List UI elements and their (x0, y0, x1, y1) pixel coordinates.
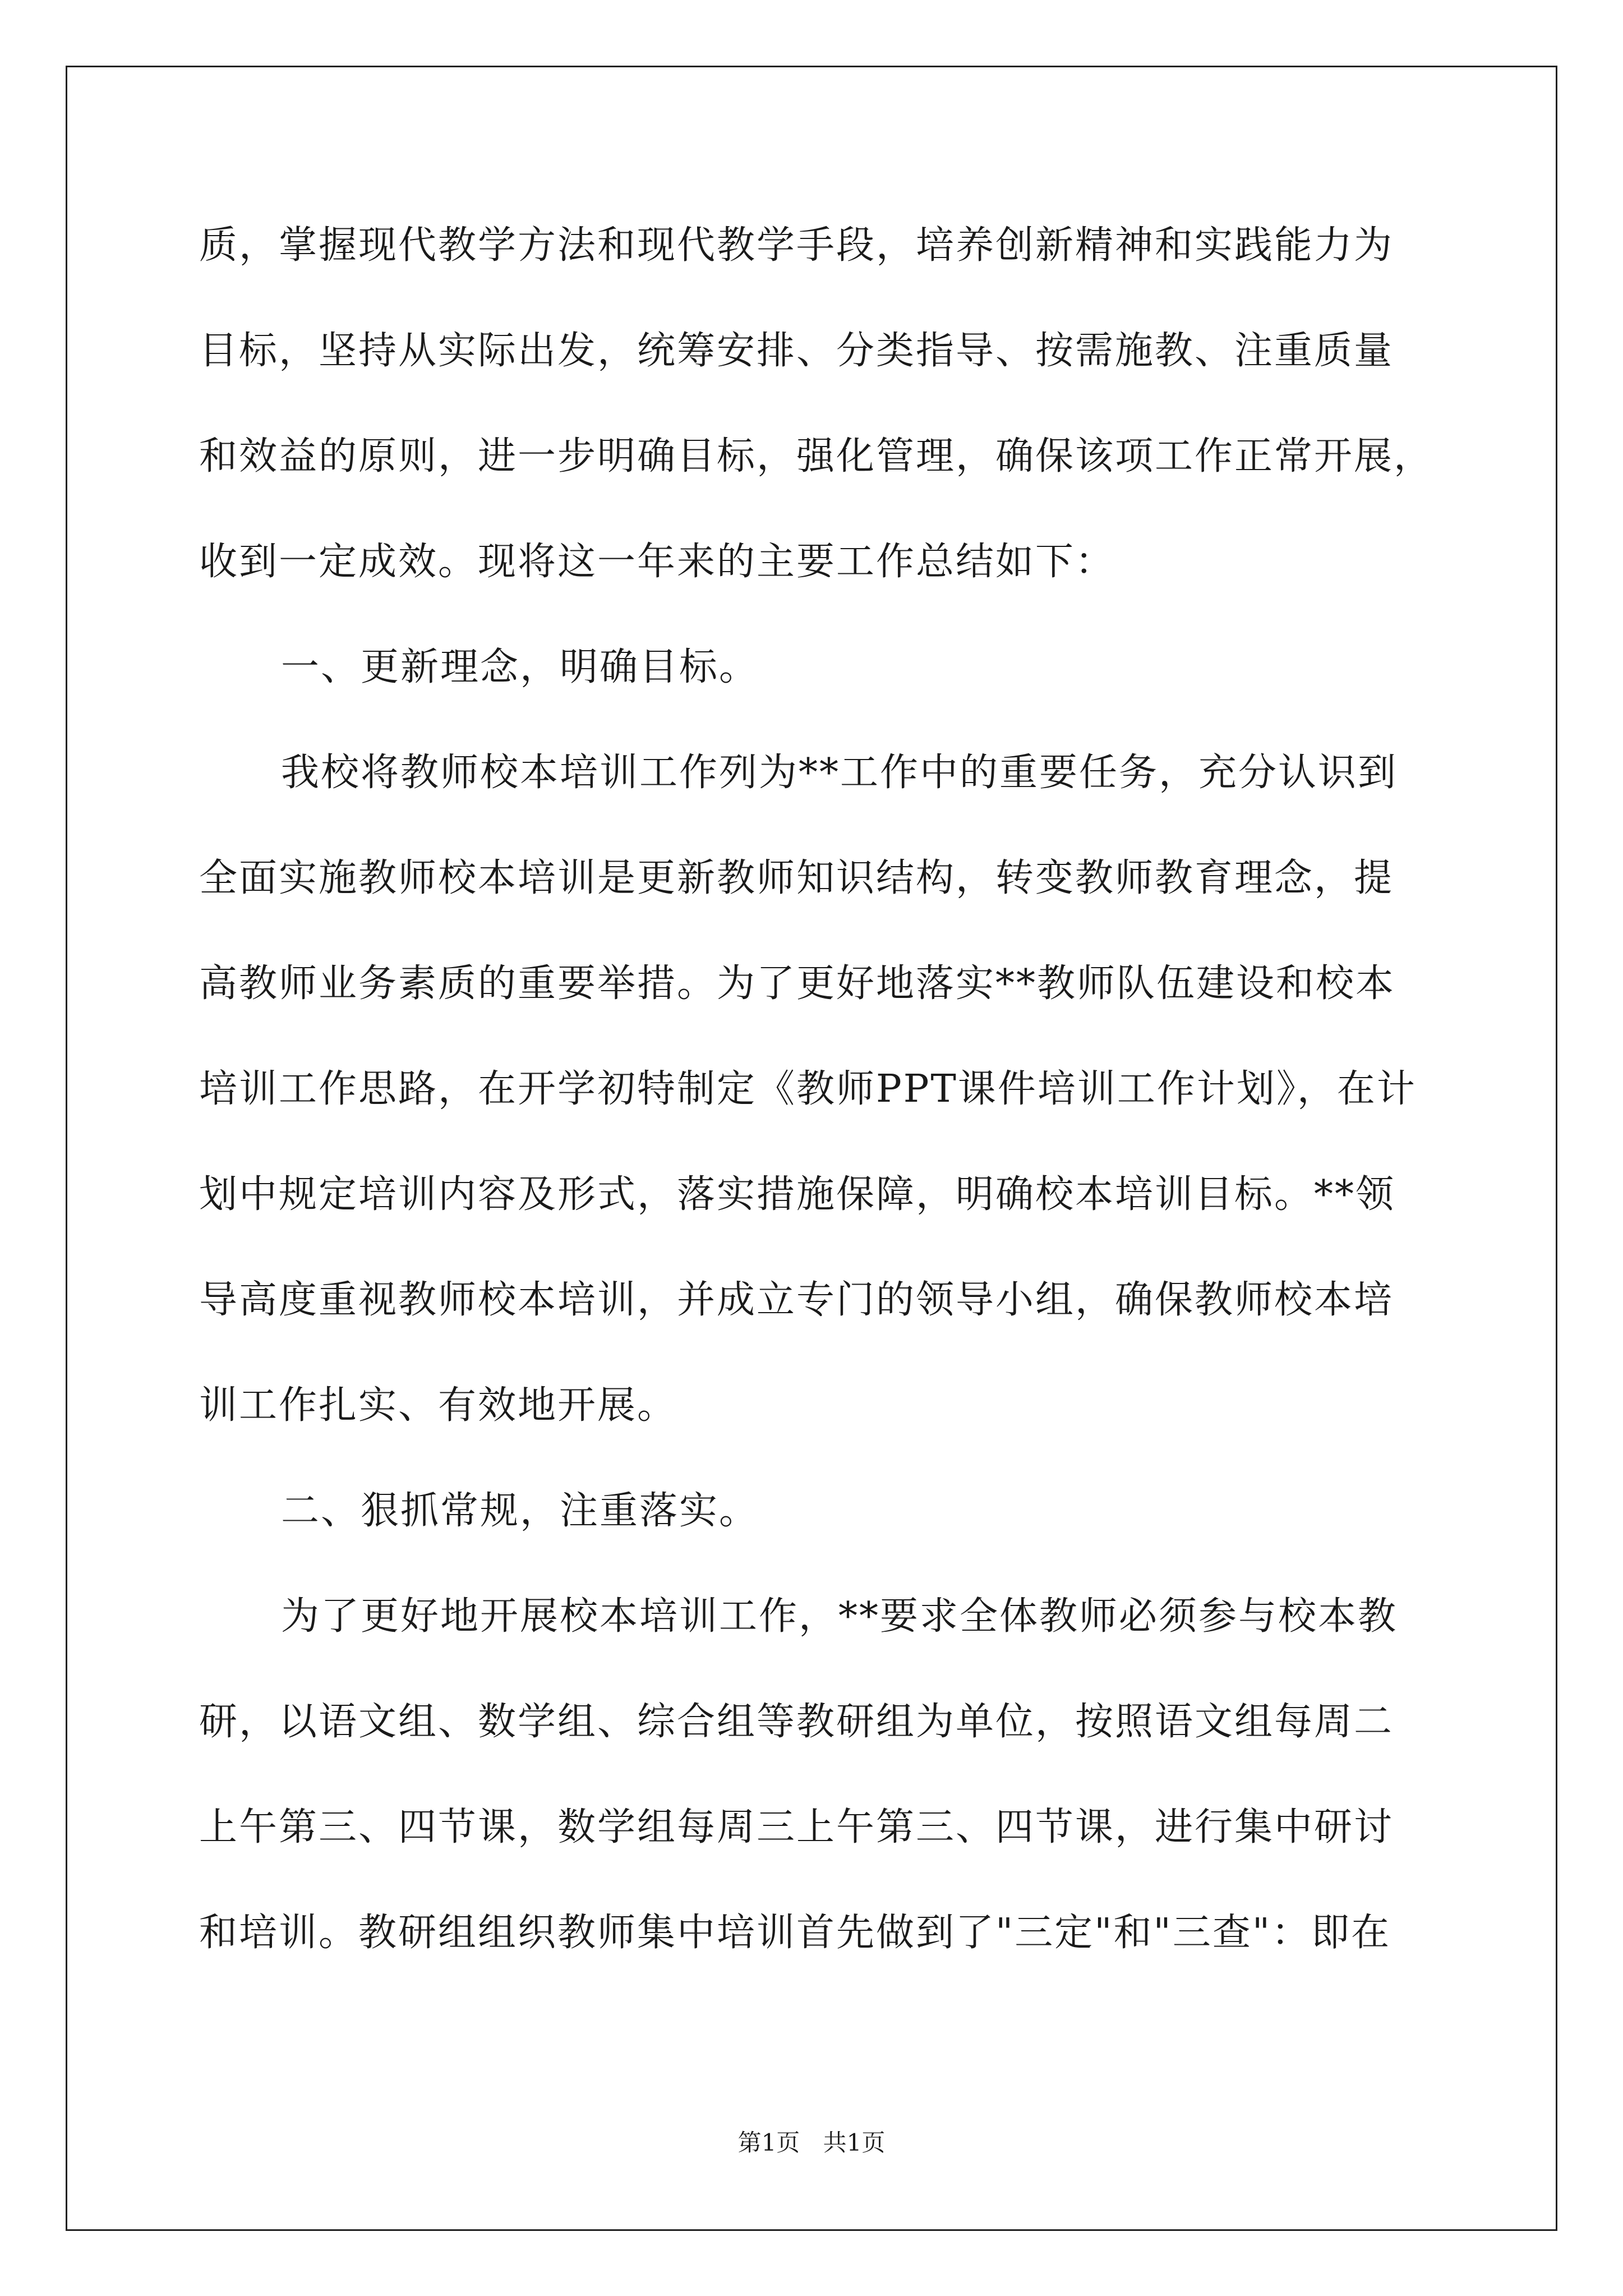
paragraph-start: 我校将教师校本培训工作列为**工作中的重要任务，充分认识到 (281, 751, 1398, 795)
document-body (199, 210, 1433, 2003)
paragraph-start: 为了更好地开展校本培训工作，**要求全体教师必须参与校本教 (281, 1594, 1398, 1639)
text-line: 和效益的原则，进一步明确目标，强化管理，确保该项工作正常开展， (199, 434, 1434, 478)
text-line: 质，掌握现代教学方法和现代教学手段，培养创新精神和实践能力为 (199, 223, 1394, 268)
text-line: 培训工作思路，在开学初特制定《教师PPT课件培训工作计划》，在计 (199, 1067, 1417, 1111)
text-line: 和培训。教研组组织教师集中培训首先做到了"三定"和"三查"：即在 (199, 1911, 1391, 1955)
text-line: 全面实施教师校本培训是更新教师知识结构，转变教师教育理念，提 (199, 856, 1394, 900)
text-line: 导高度重视教师校本培训，并成立专门的领导小组，确保教师校本培 (199, 1278, 1394, 1322)
section-heading: 二、狠抓常规，注重落实。 (281, 1489, 759, 1533)
text-line: 上午第三、四节课，数学组每周三上午第三、四节课，进行集中研讨 (199, 1805, 1394, 1849)
text-line: 划中规定培训内容及形式，落实措施保障，明确校本培训目标。**领 (199, 1172, 1396, 1217)
page-footer (0, 2126, 1623, 2160)
total-pages: 共1页 (823, 2129, 886, 2156)
text-line: 训工作扎实、有效地开展。 (199, 1383, 677, 1428)
text-line: 目标，坚持从实际出发，统筹安排、分类指导、按需施教、注重质量 (199, 329, 1394, 373)
section-heading: 一、更新理念，明确目标。 (281, 645, 759, 689)
text-line: 研，以语文组、数学组、综合组等教研组为单位，按照语文组每周二 (199, 1700, 1394, 1744)
text-line: 收到一定成效。现将这一年来的主要工作总结如下： (199, 540, 1115, 584)
page-number: 第1页 (737, 2129, 800, 2156)
text-line: 高教师业务素质的重要举措。为了更好地落实**教师队伍建设和校本 (199, 961, 1396, 1006)
